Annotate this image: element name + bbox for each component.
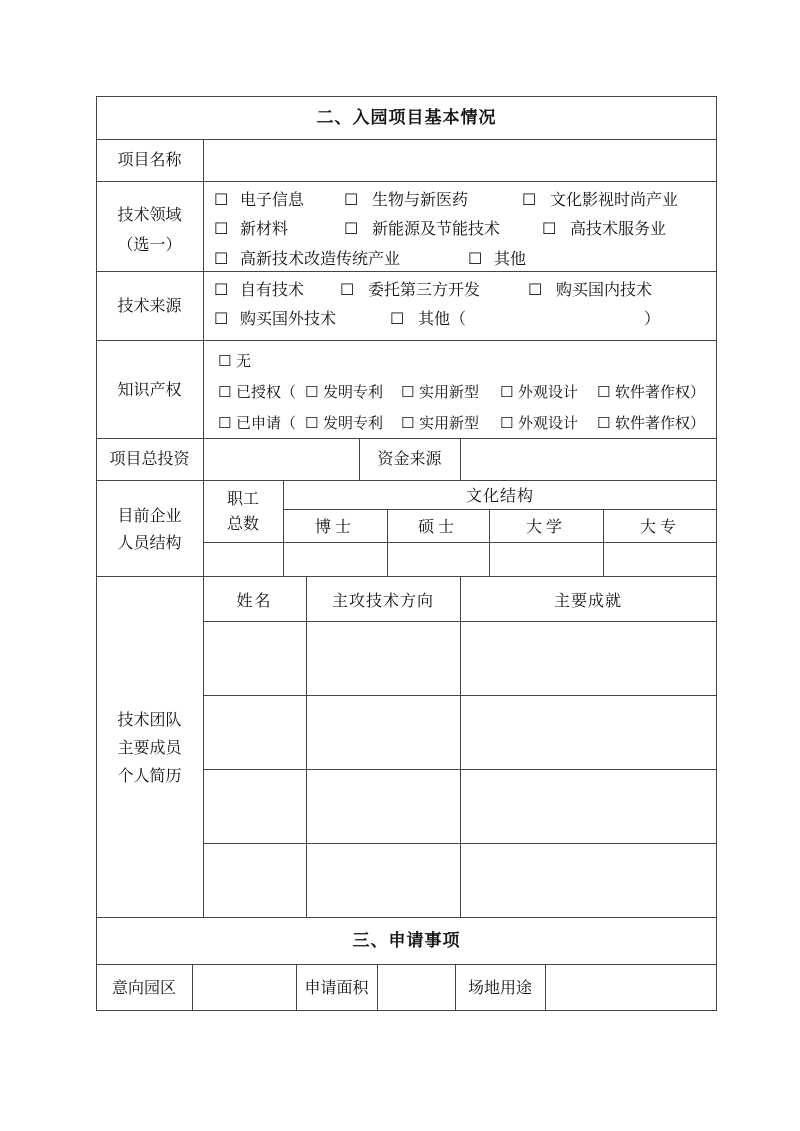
ip-applied-label: 已申请（ [236,414,297,432]
project-name-input[interactable] [205,141,715,180]
team-label: 个人简历 [117,766,182,785]
row-divider [96,139,717,140]
checkbox-icon[interactable]: ☐ [500,383,514,401]
staff-total-label: 职工 [226,489,259,508]
option-label: 实用新型 [419,383,480,401]
project-name-label: 项目名称 [117,150,182,169]
option-label: 新能源及节能技术 [372,219,501,238]
team-direction-input[interactable] [308,845,459,916]
usage-input[interactable] [547,966,715,1009]
college-count-input[interactable] [605,544,715,575]
checkbox-icon[interactable]: ☐ [305,383,319,401]
row-divider [96,917,717,918]
checkbox-icon[interactable]: ☐ [597,383,611,401]
application-divider [545,964,546,1010]
master-count-input[interactable] [389,544,488,575]
ip-label: 知识产权 [117,380,182,399]
checkbox-icon[interactable]: ☐ [401,383,415,401]
team-column-header: 主要成就 [553,591,622,610]
team-column-header: 主攻技术方向 [331,591,434,610]
checkbox-icon[interactable]: ☐ [305,414,319,432]
ip-granted-label: 已授权（ [236,383,297,401]
checkbox-icon[interactable]: ☐ [500,414,514,432]
checkbox-icon[interactable]: ☐ [468,249,483,268]
area-label: 申请面积 [304,978,369,997]
degree-header: 大学 [525,517,566,536]
degree-header: 硕士 [417,517,458,536]
investment-label: 项目总投资 [109,449,190,468]
ip-none-label: 无 [236,352,252,370]
option-label: 新材料 [240,219,289,238]
checkbox-icon[interactable]: ☐ [344,219,359,238]
team-direction-input[interactable] [308,623,459,694]
checkbox-icon[interactable]: ☐ [597,414,611,432]
staff-sublabel: 人员结构 [117,533,182,552]
area-input[interactable] [379,966,454,1009]
table-border-bottom [96,1010,717,1011]
team-label: 主要成员 [117,738,182,757]
staff-sub-divider [283,509,717,510]
degree-header: 大专 [639,517,680,536]
option-label: 生物与新医药 [372,190,469,209]
tech-field-label: 技术领域 [117,205,182,224]
option-label: 文化影视时尚产业 [550,190,679,209]
row-divider [96,480,717,481]
tech-source-label: 技术来源 [117,296,182,315]
option-label: 软件著作权） [615,414,706,432]
checkbox-icon[interactable]: ☐ [214,249,229,268]
staff-sub-divider [203,542,717,543]
team-divider [460,576,461,917]
option-label: 软件著作权） [615,383,706,401]
checkbox-icon[interactable]: ☐ [344,190,359,209]
option-label: 发明专利 [323,414,384,432]
team-achievement-input[interactable] [462,845,715,916]
table-border-top [96,96,717,97]
team-direction-input[interactable] [308,697,459,768]
option-label: 实用新型 [419,414,480,432]
phd-count-input[interactable] [285,544,386,575]
investment-input[interactable] [205,440,357,479]
checkbox-icon[interactable]: ☐ [528,280,543,299]
checkbox-icon[interactable]: ☐ [542,219,557,238]
checkbox-icon[interactable]: ☐ [218,352,232,370]
checkbox-icon[interactable]: ☐ [214,190,229,209]
fund-source-input[interactable] [462,440,715,479]
option-label: 外观设计 [518,383,579,401]
table-border-right [716,96,717,1011]
option-label: 购买国内技术 [556,280,653,299]
option-label: 其他（ [418,309,467,328]
checkbox-icon[interactable]: ☐ [340,280,355,299]
checkbox-icon[interactable]: ☐ [522,190,537,209]
checkbox-icon[interactable]: ☐ [218,414,232,432]
row-divider [96,340,717,341]
row-divider [96,438,717,439]
team-name-input[interactable] [205,845,305,916]
checkbox-icon[interactable]: ☐ [401,414,415,432]
fund-source-label: 资金来源 [377,449,442,468]
team-achievement-input[interactable] [462,697,715,768]
option-label: 电子信息 [240,190,305,209]
team-divider [306,576,307,917]
checkbox-icon[interactable]: ☐ [214,309,229,328]
team-name-input[interactable] [205,623,305,694]
option-label: 高新技术改造传统产业 [240,249,401,268]
staff-total-sublabel: 总数 [226,514,259,533]
team-achievement-input[interactable] [462,623,715,694]
usage-label: 场地用途 [467,978,532,997]
checkbox-icon[interactable]: ☐ [214,280,229,299]
option-label: 外观设计 [518,414,579,432]
option-label: 购买国外技术 [240,309,337,328]
row-divider [96,964,717,965]
option-label: 自有技术 [240,280,305,299]
team-name-input[interactable] [205,697,305,768]
team-column-header: 姓名 [236,591,273,610]
staff-total-input[interactable] [205,544,282,575]
option-label: 委托第三方开发 [368,280,481,299]
other-close-paren: ） [644,309,661,328]
row-divider [96,181,717,182]
park-label: 意向园区 [111,978,176,997]
bachelor-count-input[interactable] [491,544,602,575]
option-label: 其他 [494,249,527,268]
park-input[interactable] [194,966,295,1009]
team-achievement-input[interactable] [462,771,715,842]
option-label: 高技术服务业 [570,219,667,238]
section-title: 三、申请事项 [352,931,461,951]
checkbox-icon[interactable]: ☐ [218,383,232,401]
team-label: 技术团队 [117,710,182,729]
checkbox-icon[interactable]: ☐ [390,309,405,328]
investment-divider [460,438,461,480]
team-direction-input[interactable] [308,771,459,842]
team-name-input[interactable] [205,771,305,842]
section-title: 二、入园项目基本情况 [316,108,497,128]
row-divider [96,576,717,577]
staff-label: 目前企业 [117,506,182,525]
tech-field-sublabel: （选一） [117,235,182,254]
checkbox-icon[interactable]: ☐ [214,219,229,238]
degree-header: 博士 [314,517,355,536]
option-label: 发明专利 [323,383,384,401]
row-divider [96,271,717,272]
application-divider [192,964,193,1010]
culture-structure-header: 文化结构 [465,486,534,505]
application-divider [377,964,378,1010]
